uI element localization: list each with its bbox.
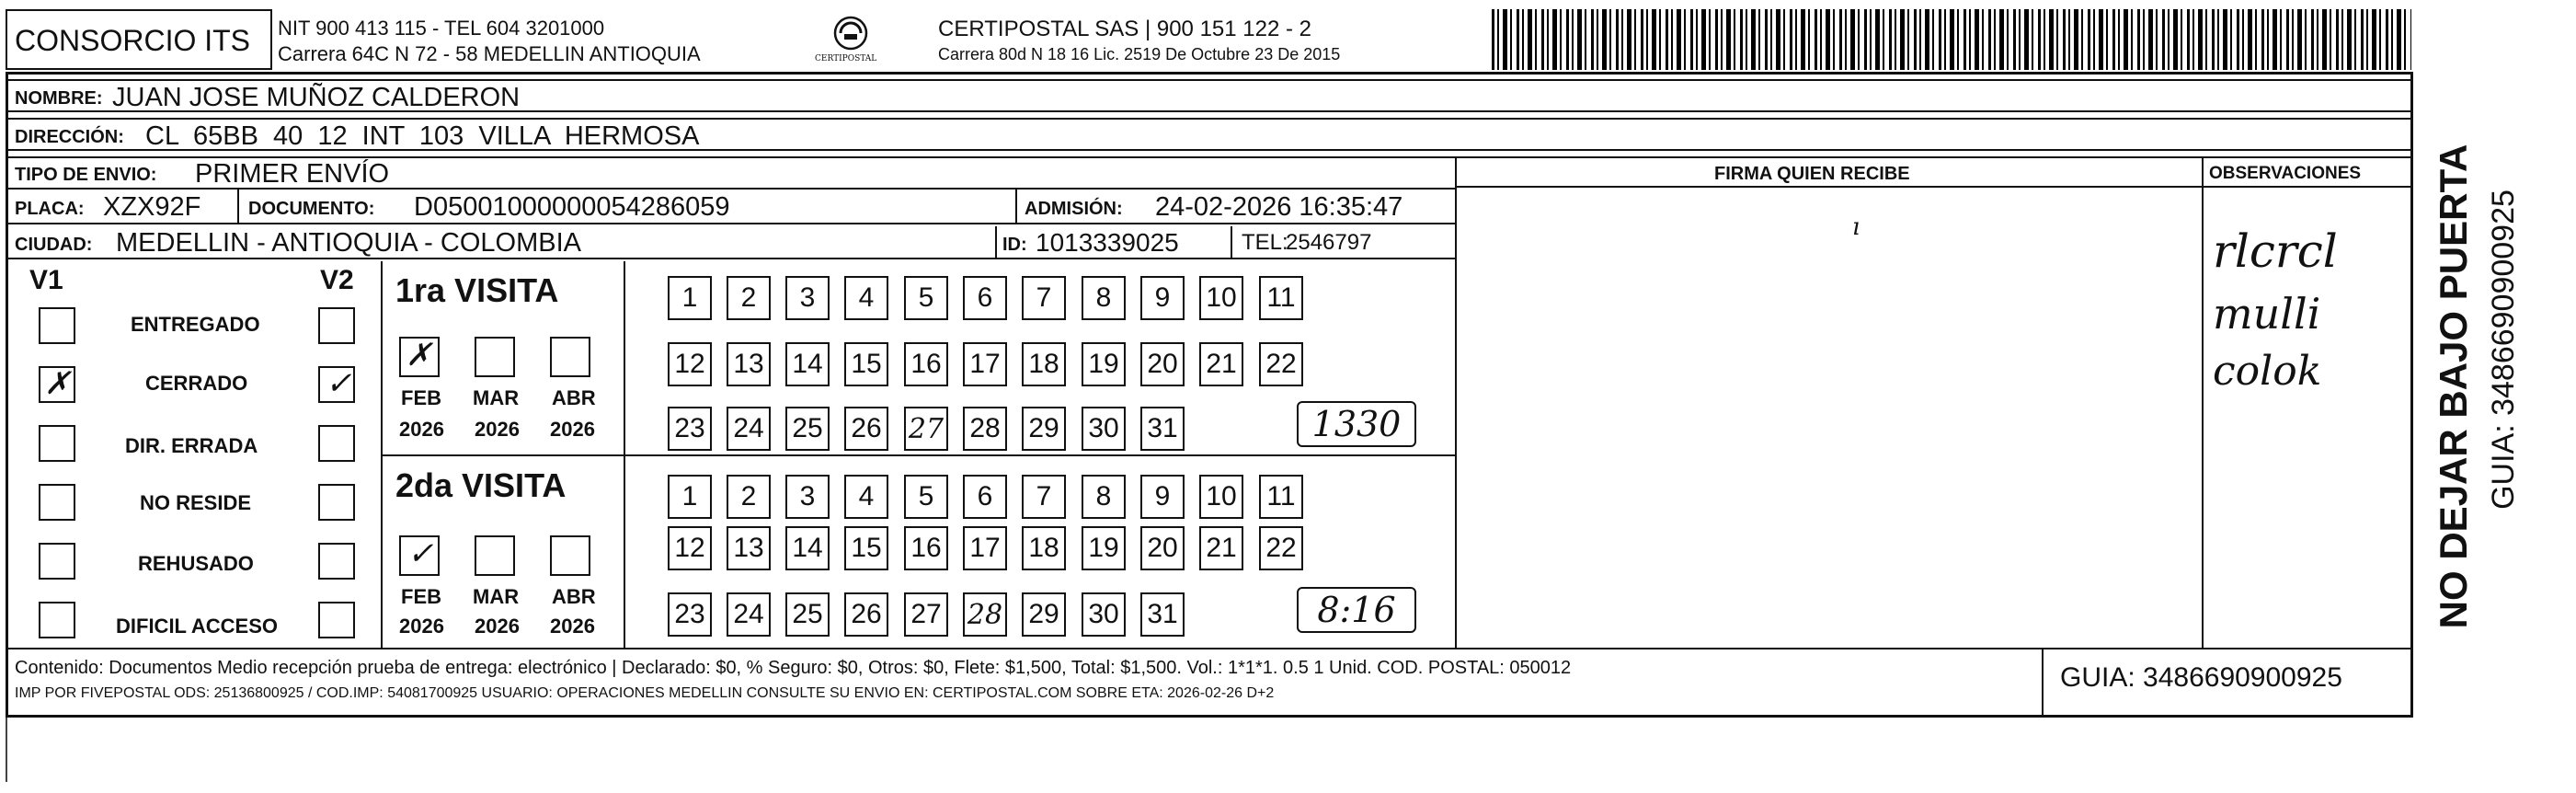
firma-title: FIRMA QUIEN RECIBE [1714,164,1910,184]
second-visit-day-box[interactable]: 26 [844,592,888,637]
barcode [1492,9,2411,70]
placa-label: PLACA: [15,199,85,219]
v2-mar-year: 2026 [475,615,520,638]
second-visit-day-box[interactable]: 12 [668,526,712,570]
nombre-value: JUAN JOSE MUÑOZ CALDERON [112,83,521,112]
v1-cerrado-checkbox[interactable]: ✗ [39,366,75,403]
v1-mar-checkbox[interactable] [475,337,515,377]
page-edge [6,718,7,782]
v1-label: V1 [29,265,63,295]
v2-mar-checkbox[interactable] [475,535,515,576]
observaciones-column [2204,156,2411,648]
second-visit-day-box[interactable]: 17 [963,526,1007,570]
status-rehusado: REHUSADO [138,552,254,575]
firma-column [1455,156,2204,648]
status-cerrado: CERRADO [145,372,248,395]
first-visit-day-box[interactable]: 24 [727,407,771,451]
first-visit-day-box[interactable]: 27 [904,407,948,451]
first-visit-day-box[interactable]: 22 [1259,342,1303,386]
company-name: CONSORCIO ITS [15,24,251,57]
row-ciudad [7,226,1455,259]
first-visit-day-box[interactable]: 26 [844,407,888,451]
admision-value: 24-02-2026 16:35:47 [1155,192,1403,222]
v1-feb-label: FEB [401,386,441,409]
first-visit-day-box[interactable]: 10 [1199,276,1243,320]
v2-entregado-checkbox[interactable] [318,307,355,344]
second-visit-day-box[interactable]: 30 [1082,592,1126,637]
first-visit-time-box[interactable]: 1330 [1297,401,1416,447]
admision-label: ADMISIÓN: [1025,199,1123,219]
observaciones-title: OBSERVACIONES [2209,164,2362,183]
second-visit-day-box[interactable]: 15 [844,526,888,570]
second-visit-day-box[interactable]: 14 [785,526,830,570]
first-visit-day-box[interactable]: 12 [668,342,712,386]
first-visit-day-box[interactable]: 31 [1140,407,1185,451]
second-visit-day-box[interactable]: 5 [904,475,948,519]
tel-value: 2546797 [1286,230,1372,255]
carrier-address: Carrera 80d N 18 16 Lic. 2519 De Octubre 23 De 2015 [938,45,1341,63]
id-label: ID: [1002,235,1027,255]
first-visit-day-box[interactable]: 14 [785,342,830,386]
firma-mark: ı [1852,213,1860,241]
placa-value: XZX92F [103,192,201,222]
v1-feb-checkbox[interactable]: ✗ [399,337,440,377]
ciudad-value: MEDELLIN - ANTIOQUIA - COLOMBIA [116,228,581,258]
row-direccion [7,118,2411,151]
first-visit-day-box[interactable]: 29 [1022,407,1066,451]
v2-cerrado-checkbox[interactable]: ✓ [318,366,355,403]
v2-rehusado-checkbox[interactable] [318,543,355,580]
second-visit-day-box[interactable]: 10 [1199,475,1243,519]
observaciones-line2: mulli [2213,289,2321,339]
first-visit-day-box[interactable]: 2 [727,276,771,320]
v2-no-reside-checkbox[interactable] [318,484,355,521]
v2-abr-label: ABR [552,585,596,608]
tipo-label: TIPO DE ENVIO: [15,165,157,185]
second-visit-day-box[interactable]: 8 [1082,475,1126,519]
logo-text: CERTIPOSTAL [815,54,877,63]
first-visit-day-box[interactable]: 23 [668,407,712,451]
second-visit-day-box[interactable]: 11 [1259,475,1303,519]
side-warning: NO DEJAR BAJO PUERTA [2432,144,2475,629]
second-visit-day-box[interactable]: 24 [727,592,771,637]
v1-mar-label: MAR [473,386,520,409]
first-visit-day-box[interactable]: 20 [1140,342,1185,386]
first-visit-day-box[interactable]: 25 [785,407,830,451]
ciudad-label: CIUDAD: [15,235,93,255]
first-visit-day-box[interactable]: 13 [727,342,771,386]
second-visit-day-box[interactable]: 21 [1199,526,1243,570]
second-visit-day-box[interactable]: 16 [904,526,948,570]
second-visit-day-box[interactable]: 27 [904,592,948,637]
first-visit-day-box[interactable]: 4 [844,276,888,320]
second-visit-day-box[interactable]: 23 [668,592,712,637]
first-visit-day-box[interactable]: 15 [844,342,888,386]
second-visit-day-box[interactable]: 22 [1259,526,1303,570]
v1-rehusado-checkbox[interactable] [39,543,75,580]
first-visit-day-box[interactable]: 28 [963,407,1007,451]
carrier-name: CERTIPOSTAL SAS | 900 151 122 - 2 [938,17,1311,41]
v2-abr-year: 2026 [550,615,595,638]
side-guia: GUIA: 3486690900925 [2486,190,2521,510]
v2-feb-label: FEB [401,585,441,608]
v1-abr-label: ABR [552,386,596,409]
second-visit-day-box[interactable]: 13 [727,526,771,570]
v1-dificil-acceso-checkbox[interactable] [39,602,75,638]
first-visit-day-box[interactable]: 3 [785,276,830,320]
status-no-reside: NO RESIDE [140,491,252,514]
second-visit-day-box[interactable]: 25 [785,592,830,637]
v2-feb-checkbox[interactable]: ✓ [399,535,440,576]
second-visit-time-box[interactable]: 8:16 [1297,587,1416,633]
second-visit-day-box[interactable]: 9 [1140,475,1185,519]
v2-label: V2 [320,265,354,295]
direccion-value: CL 65BB 40 12 INT 103 VILLA HERMOSA [145,121,700,151]
second-visit-day-box[interactable]: 4 [844,475,888,519]
tipo-value: PRIMER ENVÍO [195,159,390,189]
status-dificil-acceso: DIFICIL ACCESO [116,615,279,638]
v1-mar-year: 2026 [475,418,520,441]
second-visit-day-box[interactable]: 2 [727,475,771,519]
first-visit-day-box[interactable]: 1 [668,276,712,320]
v2-abr-checkbox[interactable] [550,535,590,576]
first-visit-title: 1ra VISITA [395,271,559,309]
v1-abr-year: 2026 [550,418,595,441]
footer-guia: GUIA: 3486690900925 [2060,662,2342,693]
row-nombre [7,79,2411,112]
first-visit-day-box[interactable]: 5 [904,276,948,320]
v2-mar-label: MAR [473,585,520,608]
footer-line2: IMP POR FIVEPOSTAL ODS: 25136800925 / COD.IMP: 54081700925 USUARIO: OPERACIONES MEDELLIN CONSULTE SU ENVIO EN: CERTIPOSTAL.COM SOBRE ETA: 2026-02-26 D+2 [15,685,1275,701]
first-visit-day-box[interactable]: 16 [904,342,948,386]
certipostal-logo [809,13,892,68]
row-placa [7,188,1455,224]
first-visit-day-box[interactable]: 6 [963,276,1007,320]
first-visit-day-box[interactable]: 30 [1082,407,1126,451]
first-visit-day-box[interactable]: 21 [1199,342,1243,386]
first-visit-day-box[interactable]: 9 [1140,276,1185,320]
second-visit-day-box[interactable]: 3 [785,475,830,519]
second-visit-day-box[interactable]: 1 [668,475,712,519]
second-visit-title: 2da VISITA [395,466,567,504]
first-visit-day-box[interactable]: 7 [1022,276,1066,320]
v1-entregado-checkbox[interactable] [39,307,75,344]
first-visit-day-box[interactable]: 17 [963,342,1007,386]
v2-dificil-acceso-checkbox[interactable] [318,602,355,638]
observaciones-line3: colok [2213,348,2322,395]
second-visit-day-box[interactable]: 29 [1022,592,1066,637]
tel-label: TEL: [1242,230,1288,255]
second-visit-day-box[interactable]: 28 [963,592,1007,637]
observaciones-line1: rlcrcl [2213,224,2338,278]
status-dir-errada: DIR. ERRADA [125,434,258,457]
second-visit-day-box[interactable]: 6 [963,475,1007,519]
v2-dir-errada-checkbox[interactable] [318,425,355,462]
status-entregado: ENTREGADO [131,313,260,336]
second-visit-day-box[interactable]: 20 [1140,526,1185,570]
nombre-label: NOMBRE: [15,88,103,109]
v1-dir-errada-checkbox[interactable] [39,425,75,462]
first-visit-day-box[interactable]: 11 [1259,276,1303,320]
company-address: Carrera 64C N 72 - 58 MEDELLIN ANTIOQUIA [278,42,701,65]
second-visit-day-box[interactable]: 31 [1140,592,1185,637]
first-visit-day-box[interactable]: 18 [1022,342,1066,386]
company-nit: NIT 900 413 115 - TEL 604 3201000 [278,17,605,40]
footer-line1: Contenido: Documentos Medio recepción prueba de entrega: electrónico | Declarado: $0, % Seguro: $0, Otros: $0, Flete: $1,500, Total: $1,500. Vol.: 1*1*1. 0.5 1 Unid. COD. POSTAL: 050012 [15,658,1572,678]
first-visit-day-box[interactable]: 19 [1082,342,1126,386]
direccion-label: DIRECCIÓN: [15,127,124,147]
v1-abr-checkbox[interactable] [550,337,590,377]
second-visit-day-box[interactable]: 18 [1022,526,1066,570]
v1-no-reside-checkbox[interactable] [39,484,75,521]
second-visit-day-box[interactable]: 19 [1082,526,1126,570]
v2-feb-year: 2026 [399,615,444,638]
first-visit-day-box[interactable]: 8 [1082,276,1126,320]
row-tipo [7,156,1455,188]
second-visit-day-box[interactable]: 7 [1022,475,1066,519]
v1-feb-year: 2026 [399,418,444,441]
documento-value: D05001000000054286059 [414,192,730,222]
documento-label: DOCUMENTO: [248,199,375,219]
id-value: 1013339025 [1036,228,1179,257]
